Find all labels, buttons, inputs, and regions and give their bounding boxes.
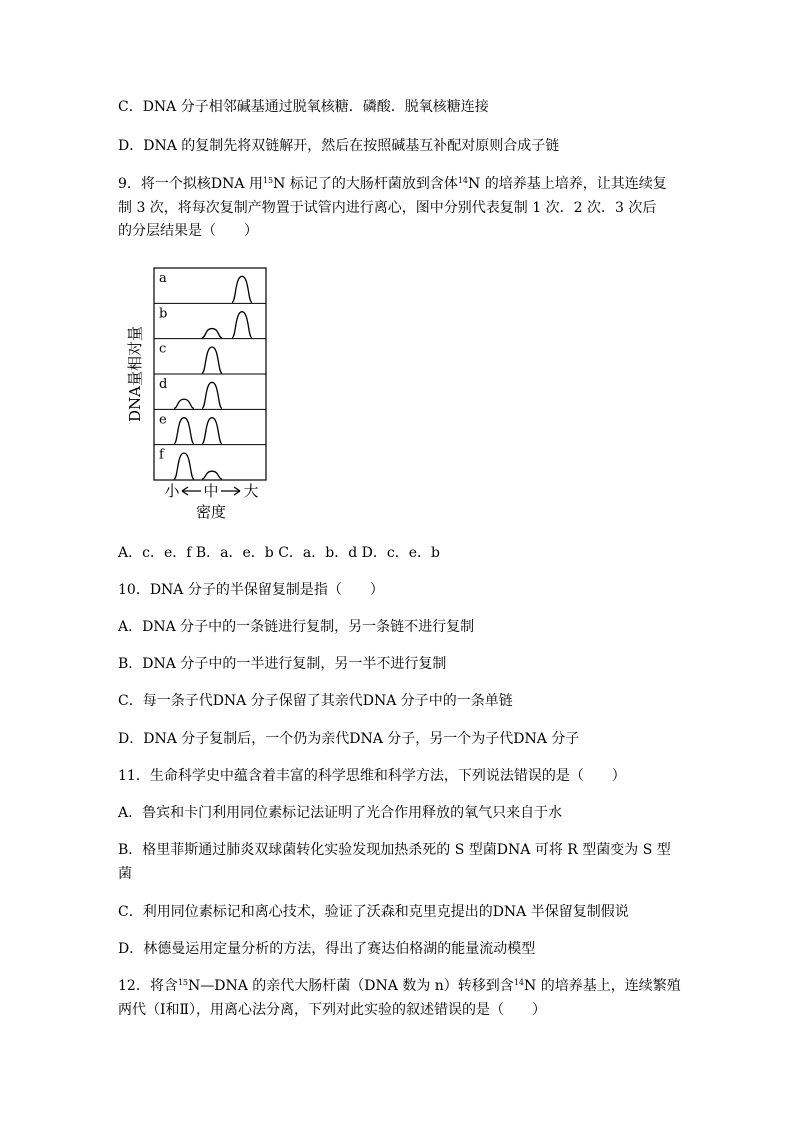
line-q8d: D．DNA 的复制先将双链解开，然后在按照碱基互补配对原则合成子链 (118, 138, 560, 154)
band-peak-b (202, 329, 222, 338)
band-peak-a (232, 276, 252, 302)
band-peak-f (174, 453, 194, 479)
question-9-options: A．c．e．f B．a．e．b C．a．b．d D．c．e．b (118, 545, 440, 561)
q12-text-c: N 的培养基上，连续繁殖 (524, 978, 681, 994)
x-label-mid: 中 (203, 482, 219, 500)
q10-option-c: C．每一条子代DNA 分子保留了其亲代DNA 分子中的一条单链 (118, 693, 513, 709)
row-label-c: c (159, 341, 167, 357)
band-peak-d (174, 399, 194, 408)
x-label-small: 小 (164, 482, 180, 500)
row-label-a: a (159, 271, 167, 286)
q9-text-b: N 标记了的大肠杆菌放到含体 (273, 176, 458, 192)
q11-option-b-line-2: 菌 (118, 866, 132, 882)
density-gradient-figure (0, 0, 794, 540)
q9-text-a: 9．将一个拟核DNA 用 (118, 176, 263, 192)
x-label-large: 大 (243, 482, 259, 500)
band-peak-b (232, 312, 252, 338)
row-label-d: d (159, 377, 168, 392)
y-axis-label: DNA量相对量 (126, 326, 144, 422)
line-q8c: C．DNA 分子相邻碱基通过脱氧核糖．磷酸．脱氧核糖连接 (118, 99, 489, 115)
band-peak-f (202, 471, 222, 479)
x-axis-label: 密度 (195, 503, 227, 521)
question-10: 10．DNA 分子的半保留复制是指（ ） (118, 582, 384, 598)
q11-option-d: D．林德曼运用定量分析的方法，得出了赛达伯格湖的能量流动模型 (118, 941, 536, 957)
question-11: 11．生命科学史中蕴含着丰富的科学思维和科学方法，下列说法错误的是（ ） (118, 768, 626, 784)
q12-text-a: 12．将含 (118, 978, 178, 994)
q11-option-b-line-1: B．格里菲斯通过肺炎双球菌转化实验发现加热杀死的 S 型菌DNA 可将 R 型菌变为 S 型 (118, 842, 671, 858)
q11-option-c: C．利用同位素标记和离心技术，验证了沃森和克里克提出的DNA 半保留复制假说 (118, 904, 629, 920)
band-peak-c (202, 347, 222, 373)
q9-sup-2: 14 (457, 176, 469, 185)
q11-option-a: A．鲁宾和卡门利用同位素标记法证明了光合作用释放的氧气只来自于水 (118, 805, 563, 821)
question-12-line-1 (118, 976, 681, 996)
band-peak-d (202, 382, 222, 408)
q10-option-b: B．DNA 分子中的一半进行复制，另一半不进行复制 (118, 656, 447, 672)
q9-sup-1: 15 (262, 176, 274, 185)
band-peak-e (174, 418, 194, 444)
q10-option-a: A．DNA 分子中的一条链进行复制，另一条链不进行复制 (118, 619, 475, 635)
q12-sup-2: 14 (513, 978, 524, 987)
q9-text-c: N 的培养基上培养，让其连续复 (468, 176, 667, 192)
q10-option-d: D．DNA 分子复制后，一个仍为亲代DNA 分子，另一个为子代DNA 分子 (118, 731, 580, 747)
row-label-f: f (159, 447, 164, 463)
row-label-b: b (159, 306, 168, 322)
q12-sup-1: 15 (177, 978, 189, 987)
band-peak-e (202, 418, 222, 444)
question-9-line-2: 制 3 次，将每次复制产物置于试管内进行离心，图中分别代表复制 1 次．2 次．3 次后 (118, 200, 657, 216)
q12-text-b: N—DNA 的亲代大肠杆菌（DNA 数为 n）转移到含 (188, 978, 514, 994)
question-12-line-2: 两代（Ⅰ和Ⅱ），用离心法分离，下列对此实验的叙述错误的是（ ） (118, 1002, 547, 1018)
question-9-line-3: 的分层结果是（ ） (118, 223, 258, 239)
row-label-e: e (159, 412, 167, 428)
